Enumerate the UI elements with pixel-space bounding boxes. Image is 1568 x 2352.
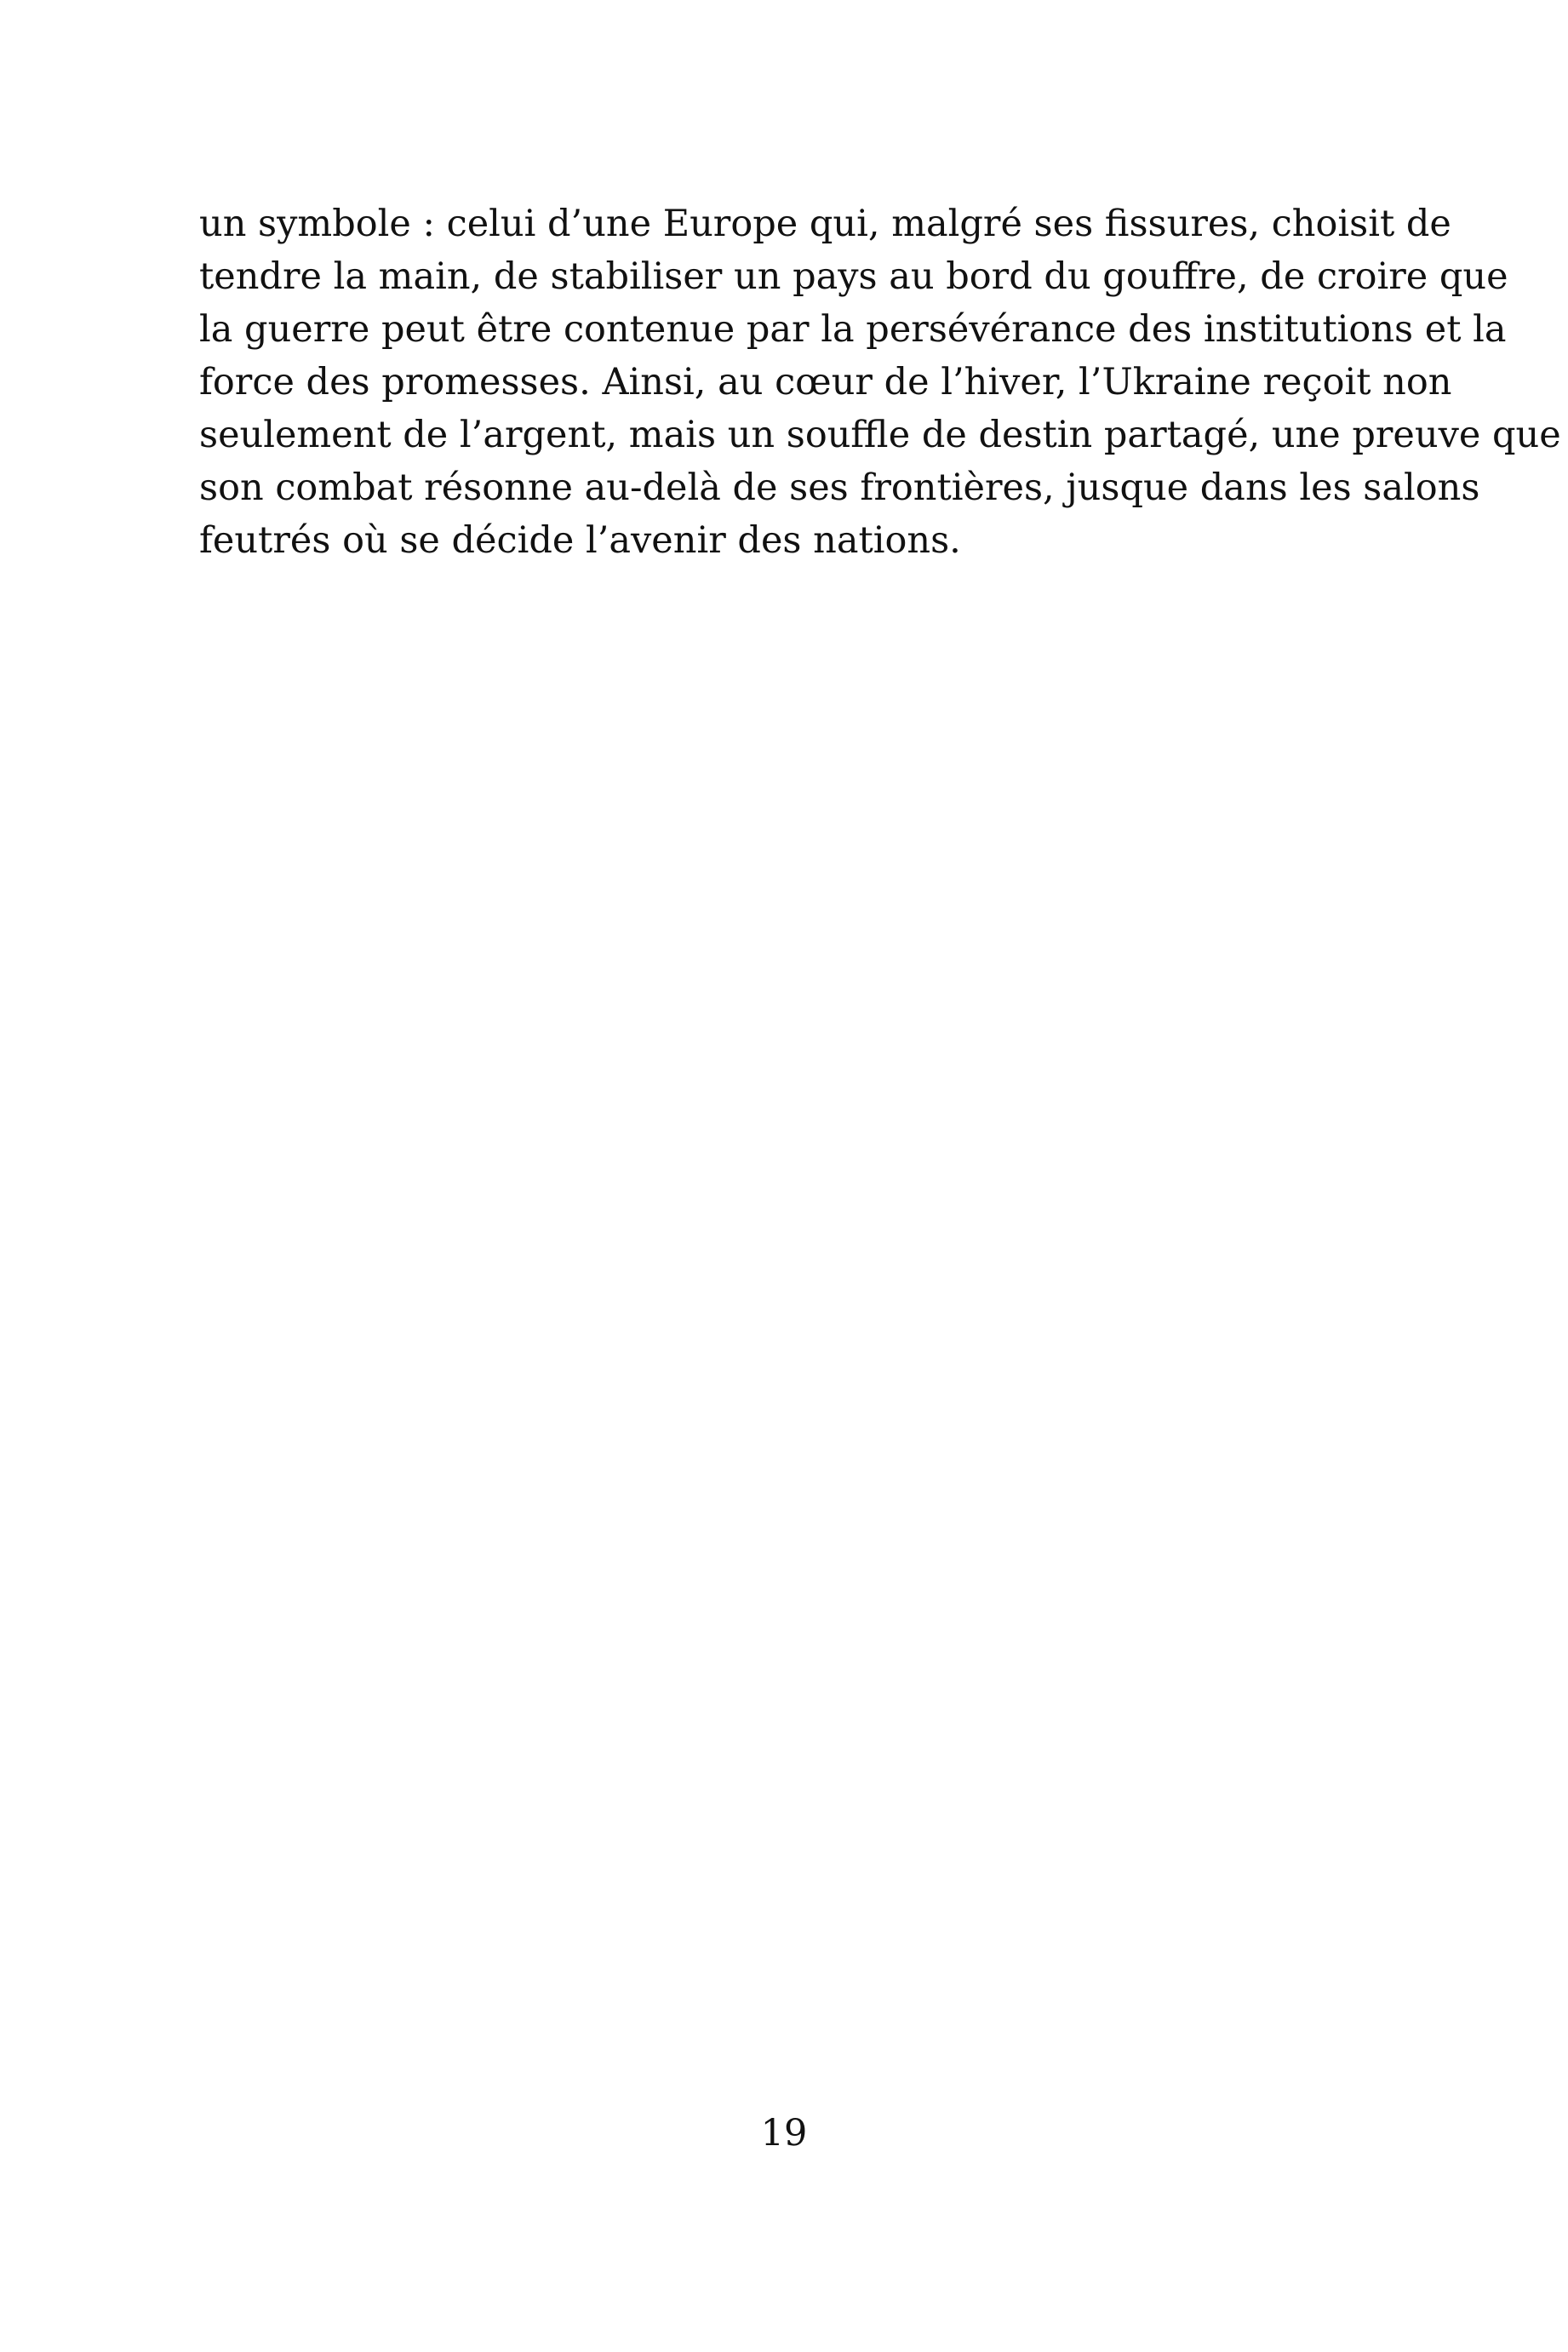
text-line: son combat résonne au-delà de ses frontières, jusque dans les salons [199,466,1480,509]
text-line: seulement de l’argent, mais un souffle de destin partagé, une preuve que [199,414,1561,456]
body-paragraph [199,197,1561,567]
text-line: force des promesses. Ainsi, au cœur de l’hiver, l’Ukraine reçoit non [199,361,1452,403]
text-line: un symbole : celui d’une Europe qui, malgré ses fissures, choisit de [199,203,1451,245]
text-line: feutrés où se décide l’avenir des nations. [199,519,961,562]
text-line: la guerre peut être contenue par la persévérance des institutions et la [199,308,1507,351]
text-line: tendre la main, de stabiliser un pays au bord du gouffre, de croire que [199,255,1508,298]
page-number: 19 [760,2112,808,2155]
